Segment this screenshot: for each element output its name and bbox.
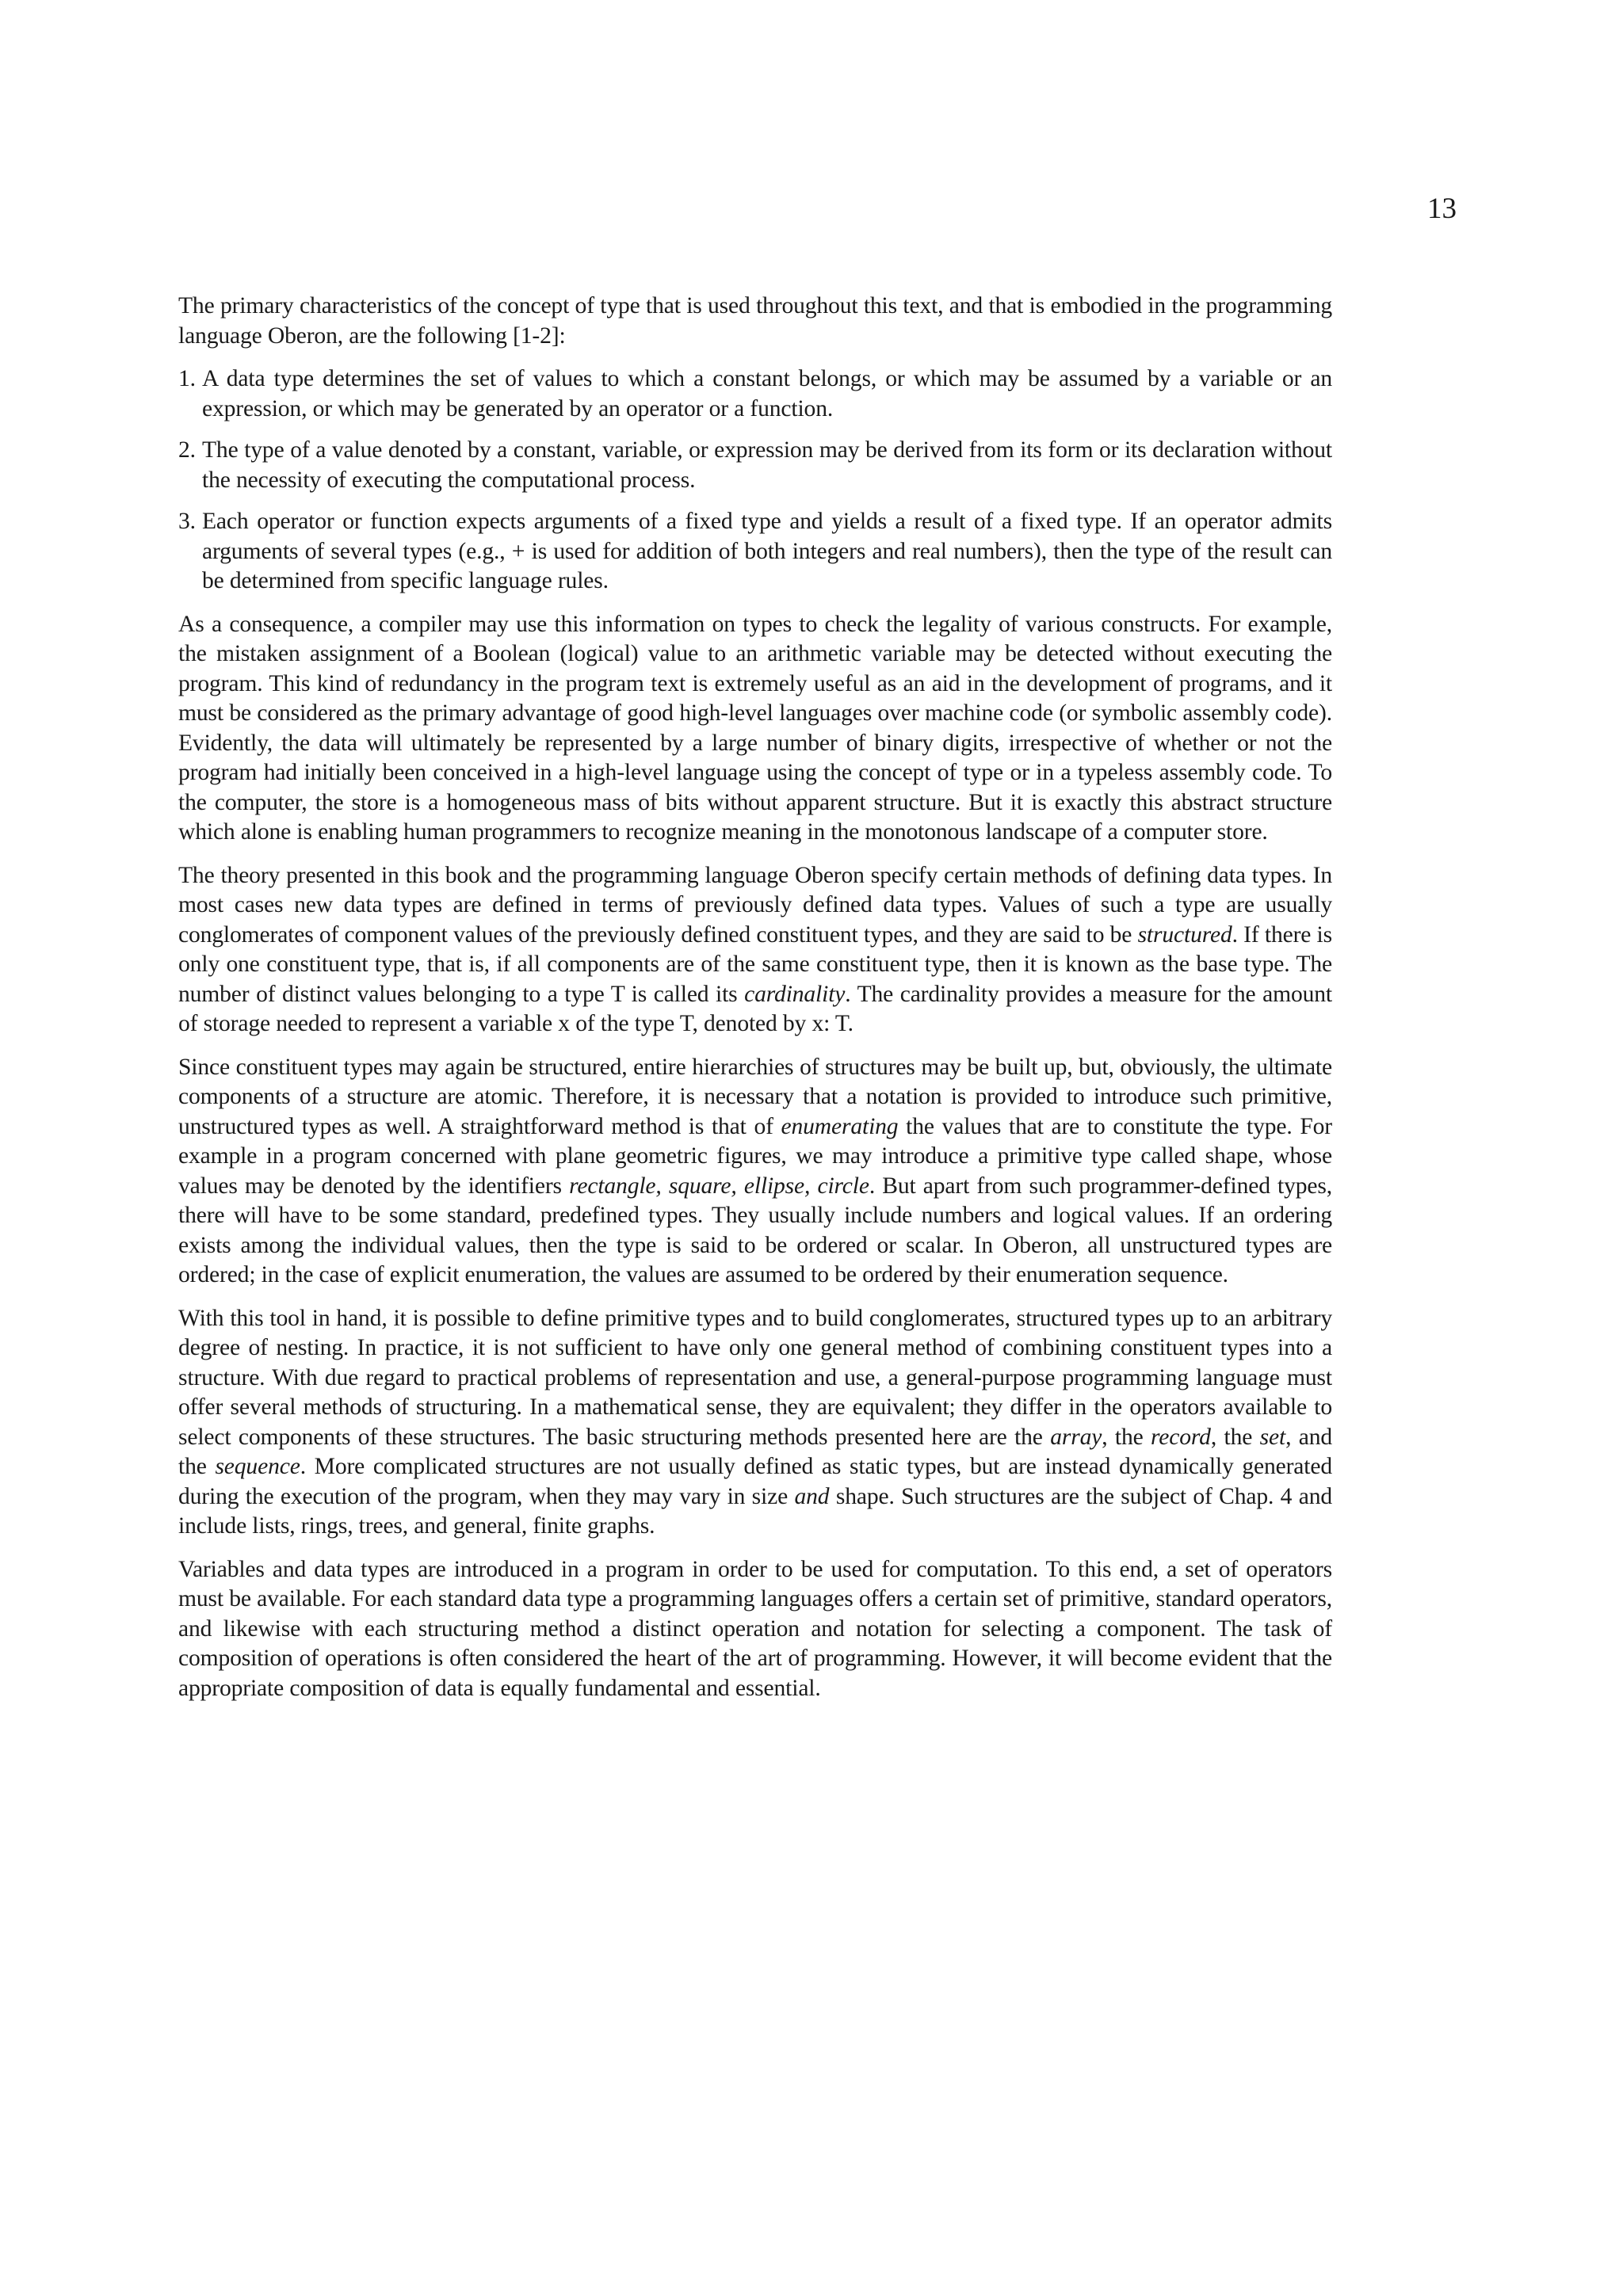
list-item-number: 1. xyxy=(178,366,196,391)
emphasis-term: rectangle, square, ellipse, circle xyxy=(569,1173,869,1199)
emphasis-term: and xyxy=(794,1483,830,1509)
text-run: With this tool in hand, it is possible to define primitive types and to build conglomerates, structured types up to an arbitrary degree of nesting. In practice, it is not sufficient to have only one general method of combining constituent types into a structure. With due regard to practical problems of representation and use, a general-purpose programming language must offer several methods of structuring. In a mathematical sense, they are equivalent; they differ in the operators available to select components of these structures. The basic structuring methods presented here are the xyxy=(178,1305,1332,1450)
text-run: the values that are to constitute the type. For example in a program concerned with plane geometric figures, we may introduce a primitive type called shape, whose values may be denoted by the identifiers xyxy=(178,1113,1332,1199)
paragraph-constituent-types xyxy=(178,1053,1332,1291)
text-run: . More complicated structures are not usually defined as static types, but are instead dynamically generated during the execution of the program, when they may vary in size xyxy=(178,1454,1332,1509)
emphasis-term: array xyxy=(1050,1424,1102,1450)
emphasis-term: sequence xyxy=(215,1454,300,1479)
paragraph-structuring xyxy=(178,1304,1332,1542)
emphasis-term: enumerating xyxy=(781,1113,899,1139)
intro-paragraph: The primary characteristics of the concept of type that is used throughout this text, and that is embodied in the programming language Oberon, are the following [1-2]: xyxy=(178,293,1332,349)
text-run: . The cardinality provides a measure for the amount of storage needed to represent a variable x of the type T, denoted by x: T. xyxy=(178,981,1332,1036)
emphasis-term: cardinality xyxy=(744,981,846,1007)
emphasis-term: record xyxy=(1151,1424,1211,1450)
text-run: , and the xyxy=(178,1424,1333,1479)
text-run: , the xyxy=(1102,1424,1151,1450)
list-item-text: Each operator or function expects arguments of a fixed type and yields a result of a fixed type. If an operator admits arguments of several types (e.g., + is used for addition of both integers and real numbers), then the type of the result can be determined from specific language rules. xyxy=(202,509,1332,593)
page-body xyxy=(178,292,1332,1717)
text-run: The theory presented in this book and the programming language Oberon specify certain methods of defining data types. In most cases new data types are defined in terms of previously defined data types. Values of such a type are usually conglomerates of component values of the previously defined constituent types, and they are said to be xyxy=(178,862,1332,948)
page-number: 13 xyxy=(1427,193,1457,225)
list-item xyxy=(178,507,1332,597)
text-run: . If there is only one constituent type, that is, if all components are of the same constituent type, then it is known as the base type. The number of distinct values belonging to a type T is called its xyxy=(178,921,1332,1007)
list-item xyxy=(178,436,1332,495)
list-item-number: 2. xyxy=(178,437,196,463)
list-item xyxy=(178,364,1332,424)
text-run: Since constituent types may again be structured, entire hierarchies of structures may be built up, but, obviously, the ultimate components of a structure are atomic. Therefore, it is necessary that a notation is provided to introduce such primitive, unstructured types as well. A straightforward method is that of xyxy=(178,1054,1332,1139)
paragraph-theory xyxy=(178,861,1332,1039)
emphasis-term: structured xyxy=(1137,921,1232,948)
list-item-text: The type of a value denoted by a constant, variable, or expression may be derived from its form or its declaration without the necessity of executing the computational process. xyxy=(202,437,1332,493)
text-run: , the xyxy=(1210,1424,1260,1450)
characteristics-list xyxy=(178,364,1332,597)
paragraph-operators: Variables and data types are introduced in a program in order to be used for computation. To this end, a set of operators must be available. For each standard data type a programming languages offers a certain set of primitive, standard operators, and likewise with each structuring method a distinct operation and notation for selecting a component. The task of composition of operations is often considered the heart of the art of programming. However, it will become evident that the appropriate composition of data is equally fundamental and essential. xyxy=(178,1556,1332,1701)
list-item-number: 3. xyxy=(178,509,196,534)
text-run: shape. Such structures are the subject of Chap. 4 and include lists, rings, trees, and general, finite graphs. xyxy=(178,1483,1332,1539)
emphasis-term: set xyxy=(1259,1424,1286,1450)
text-run: . But apart from such programmer-defined types, there will have to be some standard, predefined types. They usually include numbers and logical values. If an ordering exists among the individual values, then the type is said to be ordered or scalar. In Oberon, all unstructured types are ordered; in the case of explicit enumeration, the values are assumed to be ordered by their enumeration sequence. xyxy=(178,1173,1332,1287)
paragraph-consequence: As a consequence, a compiler may use this information on types to check the legality of various constructs. For example, the mistaken assignment of a Boolean (logical) value to an arithmetic variable may be detected without executing the program. This kind of redundancy in the program text is extremely useful as an aid in the development of programs, and it must be considered as the primary advantage of good high-level languages over machine code (or symbolic assembly code). Evidently, the data will ultimately be represented by a large number of binary digits, irrespective of whether or not the program had initially been conceived in a high-level language using the concept of type or in a typeless assembly code. To the computer, the store is a homogeneous mass of bits without apparent structure. But it is exactly this abstract structure which alone is enabling human programmers to recognize meaning in the monotonous landscape of a computer store. xyxy=(178,611,1332,845)
list-item-text: A data type determines the set of values to which a constant belongs, or which may be assumed by a variable or an expression, or which may be generated by an operator or a function. xyxy=(202,366,1332,421)
